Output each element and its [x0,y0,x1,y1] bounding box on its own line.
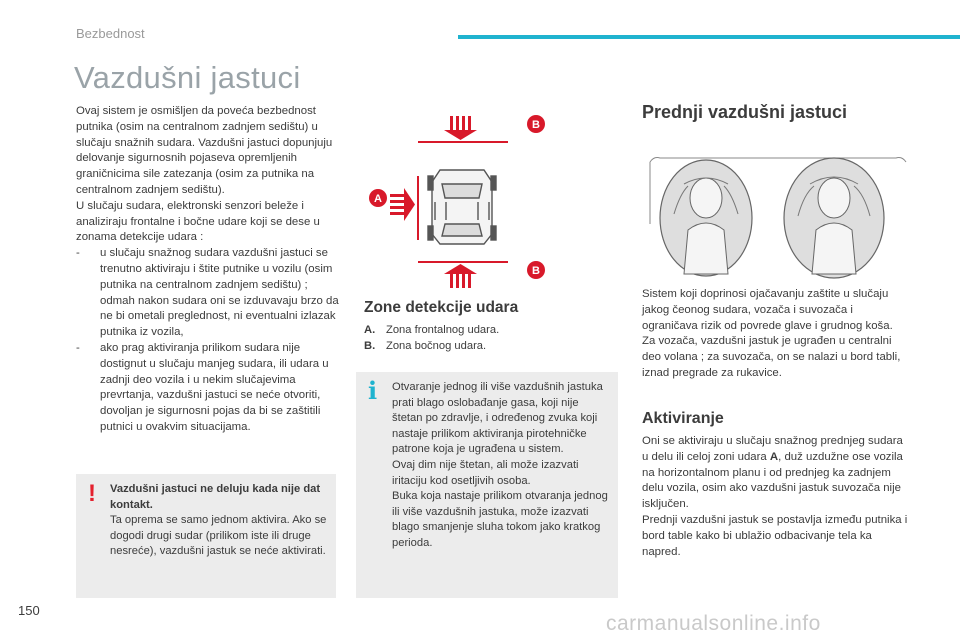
page-number: 150 [18,603,40,618]
warning-text [110,482,328,560]
list-item-text: u slučaju snažnog sudara vazdušni jastuci se trenutno aktiviraju i štite putnike u vozilu (osim putnika na centralnom zadnjem sedištu) ; odmah nakon sudara oni se izduvavaju brzo da ne bi ometali preglednost, ni eventualni izlazak putnika iz vozila, [100,247,339,339]
badge-b-bottom-label: B [532,265,540,277]
impact-zones-diagram [362,112,588,290]
zone-row [364,322,614,338]
intro-paragraph-1: Ovaj sistem je osmišljen da poveća bezbednost putnika (osim na centralnom zadnjem sedištu) u slučaju snažnih sudara. Vazdušni jastuci dopunjuju delovanje sigurnosnih pojaseva opremljenih graničnicima sile zatezanja (osim za putnika na centralnom zadnjem sedištu). [76,105,333,196]
info-paragraph-3: Buka koja nastaje prilikom otvaranja jednog ili više vazdušnih jastuka, može izazvati blago smanjenje sluha tokom jako kratkog perioda. [392,490,608,549]
activation-text [642,434,912,560]
zone-text: Zona bočnog udara. [386,340,487,352]
warning-bold: Vazdušni jastuci ne deluju kada nije dat kontakt. [110,483,321,511]
intro-paragraph-2: U slučaju sudara, elektronski senzori beleže i analiziraju frontalne i bočne udare koji se dese u zonama detekcije udara : [76,199,320,244]
list-item-text: ako prag aktiviranja prilikom sudara nije dostignut u slučaju manjeg sudara, ili udara u zadnji deo vozila i u nekim slučajevima prevrtanja, vazdušni jastuci se neće otvoriti, dovoljan je sigurnosni pojas da bi se zaštitili putnici u ovakvim situacijama. [100,341,329,433]
info-paragraph-2: Ovaj dim nije štetan, ali može izazvati iritaciju kod osetljivih osoba. [392,458,579,487]
badge-b-top-label: B [532,119,540,131]
zones-list [364,322,614,354]
list-item [76,246,344,341]
arrow-front [390,188,415,221]
activation-text-before: Oni se aktiviraju u slučaju snažnog prednjeg sudara u delu ili celoj zoni udara [642,435,903,463]
section-label: Bezbednost [76,26,145,41]
arrow-top [444,116,477,140]
front-airbags-illustration [644,134,910,282]
passenger-airbag [784,158,884,278]
zone-key: B. [364,340,376,352]
front-paragraph-2: Za vozača, vazdušni jastuk je ugrađen u centralni deo volana ; za suvozača, on se nalazi u bord tabli, iznad pregrade za rukavice. [642,335,901,379]
activation-title: Aktiviranje [642,410,724,427]
zone-row [364,338,614,354]
badge-a-label: A [374,193,382,205]
driver-airbag [660,160,752,276]
list-item [76,341,344,436]
zones-title: Zone detekcije udara [364,299,519,316]
arrow-bottom [444,264,477,288]
page-title: Vazdušni jastuci [74,60,301,95]
zone-key: A. [364,324,376,336]
list-dash: - [76,341,80,354]
watermark: carmanualsonline.info [606,612,821,635]
zone-text: Zona frontalnog udara. [386,324,500,336]
warning-body: Ta oprema se samo jednom aktivira. Ako se dogodi drugi sudar (prilikom iste ili druge nesreće), vazdušni jastuk se neće aktivirati. [110,514,327,558]
warning-icon: ! [88,480,96,507]
front-airbags-text [642,287,910,382]
intro-text [76,104,344,436]
activation-text-after: , duž uzdužne ose vozila na horizontalnom planu i od prednjeg ka zadnjem delu vozila, osim ako vazdušni jastuk suvozača nije isključen. [642,450,903,511]
activation-paragraph-1 [642,434,912,513]
header-accent-bar [458,35,960,39]
activation-zone-key: A [769,450,779,463]
info-paragraph-1: Otvaranje jednog ili više vazdušnih jastuka prati blago oslobađanje gasa, koji nije štetan po zdravlje, i određenog zvuka koji nastaje prilikom aktiviranja pirotehničke patrone koja je ugrađena u sistem. [392,381,603,456]
activation-paragraph-2: Prednji vazdušni jastuk se postavlja između putnika i bord table kako bi ublažio odbacivanje tela ka napred. [642,513,908,558]
car-outline [428,170,496,244]
front-airbags-title: Prednji vazdušni jastuci [642,102,848,122]
info-text [392,380,610,552]
info-icon: i [368,376,378,405]
front-paragraph-1: Sistem koji doprinosi ojačavanju zaštite u slučaju jakog čeonog sudara, vozača i suvozača i ograničava rizik od povrede glave i grudnog koša. [642,288,893,332]
list-dash: - [76,247,80,260]
